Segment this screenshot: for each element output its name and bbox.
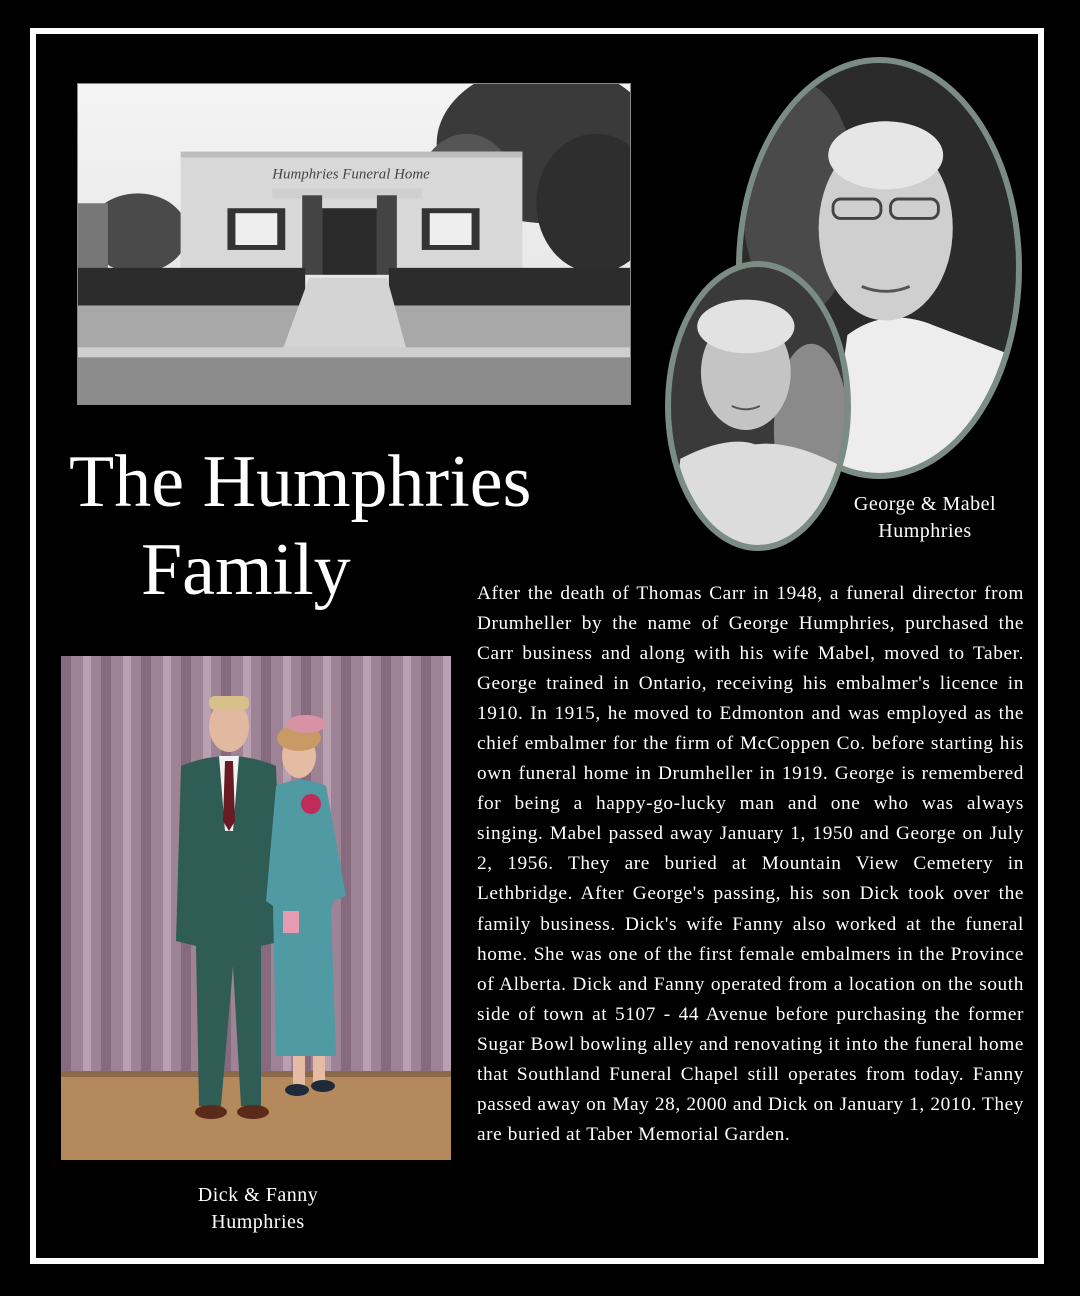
- family-history-paragraph: After the death of Thomas Carr in 1948, a funeral director from Drumheller by the name of George Humphries, purchased the Carr business and along with his wife Mabel, moved to Taber. George trained in Ontario, receiving his embalmer's licence in 1910. In 1915, he moved to Edmonton and was employed as the chief embalmer for the firm of McCoppen Co. before starting his own funeral home in Drumheller in 1919. George is remembered for being a happy-go-lucky man and one who was always singing. Mabel passed away January 1, 1950 and George on July 2, 1956. They are buried at Mountain View Cemetery in Lethbridge. After George's passing, his son Dick took over the family business. Dick's wife Fanny also worked at the funeral home. She was one of the first female embalmers in the Province of Alberta. Dick and Fanny operated from a location on the south side of town at 5107 - 44 Avenue before purchasing the former Sugar Bowl bowling alley and renovating it into the funeral home that Southland Funeral Chapel still operates from today. Fanny passed away on May 28, 2000 and Dick on January 1, 2010. They are buried at Taber Memorial Garden.: [477, 583, 1024, 1145]
- caption-line: Dick & Fanny: [197, 1184, 319, 1206]
- mabel-portrait: [665, 261, 851, 551]
- building-sign: Humphries Funeral Home: [272, 166, 430, 183]
- caption-line: George & Mabel: [853, 493, 997, 515]
- dick-fanny-photo: [61, 656, 451, 1160]
- caption-dick-fanny: [163, 1182, 353, 1236]
- caption-george-mabel: [830, 491, 1020, 545]
- caption-line: Humphries: [878, 520, 972, 542]
- caption-line: Humphries: [211, 1211, 305, 1233]
- title-line-1: The Humphries: [69, 441, 532, 523]
- title-line-2: Family: [141, 529, 351, 611]
- funeral-home-photo: [77, 83, 631, 405]
